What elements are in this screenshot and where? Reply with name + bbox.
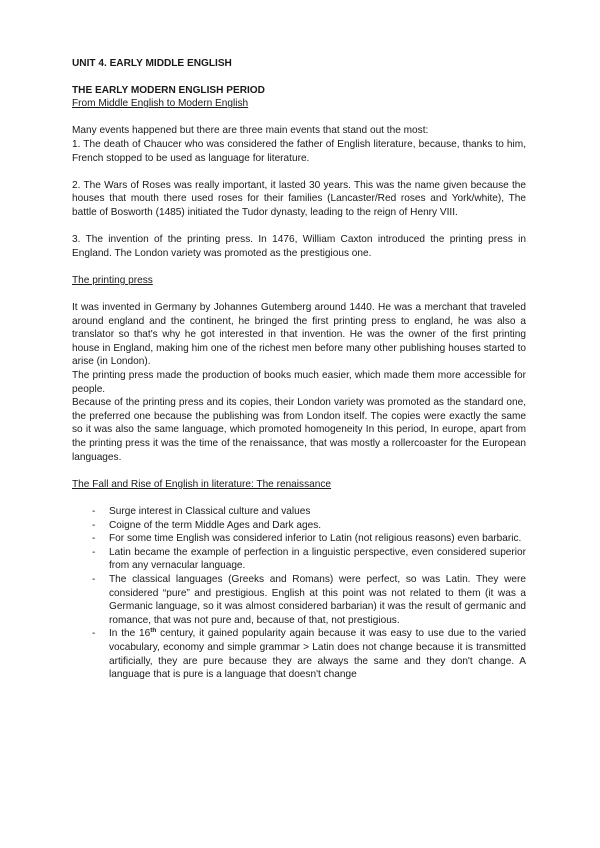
list-item: - Latin became the example of perfection in a linguistic perspective, even considered superior from any vernacular language. (92, 546, 526, 573)
event-1: 1. The death of Chaucer who was considered the father of English literature, because, thanks to him, French stopped to be used as language for literature. (72, 138, 526, 164)
list-item: - Coigne of the term Middle Ages and Dark ages. (92, 519, 526, 533)
printing-press-paragraph: The printing press made the production of books much easier, which made them more accessible for people. (72, 370, 526, 395)
list-item: - For some time English was considered inferior to Latin (not religious reasons) even barbaric. (92, 532, 526, 546)
list-item (92, 627, 526, 681)
intro-text: Many events happened but there are three main events that stand out the most: (72, 125, 429, 137)
list-item-text: In the 16 (109, 628, 151, 640)
superscript: th (150, 627, 157, 635)
renaissance-list (72, 505, 526, 682)
event-3: 3. The invention of the printing press. In 1476, William Caxton introduced the printing press in England. The London variety was promoted as the prestigious one. (72, 234, 526, 259)
event-2: 2. The Wars of Roses was really important, it lasted 30 years. This was the name given because the houses that mouth there used roses for their families (Lancaster/Red roses and York/white), The battle of Bosworth (1485) initiated the Tudor dynasty, leading to the reign of Henry VIII. (72, 179, 526, 218)
list-item: - Surge interest in Classical culture and values (92, 505, 526, 519)
list-item: - The classical languages (Greeks and Romans) were perfect, so was Latin. They were considered “pure” and prestigious. English at this point was not related to them (it was a Germanic language, so it was almost considered barbarian) it was the result of germanic and romance, that was not pure and, because of that, not prestigious. (92, 573, 526, 627)
renaissance-heading: The Fall and Rise of English in literature: The renaissance (72, 478, 332, 490)
list-item-text: century, it gained popularity again because it was easy to use due to the varied vocabulary, economy and simple grammar > Latin does not change because it is transmitted artificially, they are pure because they are always the same and they don't change. A language that is pure is a language that doesn't change (109, 628, 526, 681)
unit-title: UNIT 4. EARLY MIDDLE ENGLISH (72, 58, 232, 69)
printing-press-heading: The printing press (72, 274, 153, 286)
period-title: THE EARLY MODERN ENGLISH PERIOD (72, 84, 265, 96)
subtitle: From Middle English to Modern English (72, 98, 249, 110)
printing-press-paragraph: It was invented in Germany by Johannes Gutemberg around 1440. He was a merchant that traveled around england and the continent, he bringed the first printing press to england, he was also a translator so that's why he got interested in that invention. He was the owner of the first printing house in England, making him one of the richest men before many other publishing houses started to arise (in London). (72, 302, 526, 368)
printing-press-paragraph: Because of the printing press and its copies, their London variety was promoted as the standard one, the preferred one because the publishing was from London itself. The copies were exactly the same so it was also the same language, which promoted homogeneity In this period, In europe, apart from the printing press it was the time of the renaissance, that was mostly a rollercoaster for the European languages. (72, 397, 526, 463)
